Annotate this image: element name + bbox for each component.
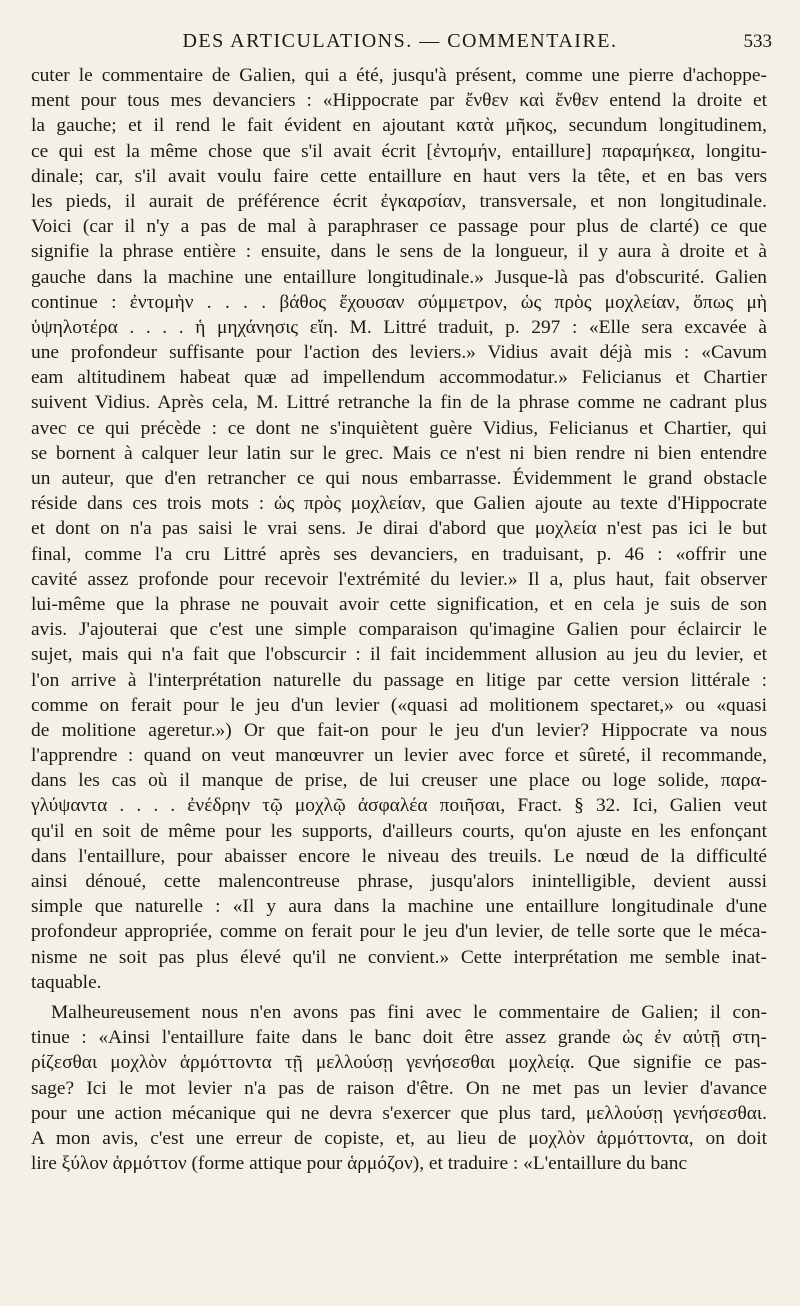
text-line: avec ce qui précède : ce dont ne s'inquiètent guère Vidius, Felicianus et Chartier, qui bbox=[31, 417, 767, 439]
text-line: pour une action mécanique qui ne devra s'exercer que plus tard, μελλούσῃ γενήσεσθαι. bbox=[31, 1102, 767, 1124]
text-line: la gauche; et il rend le fait évident en ajoutant κατὰ μῆκος, secundum longitudinem, bbox=[31, 115, 767, 137]
text-line: les pieds, il aurait de préférence écrit ἐγκαρσίαν, transversale, et non longitudinale. bbox=[31, 190, 767, 212]
text-line: de molitione ageretur.») Or que fait-on pour le jeu d'un levier? Hippocrate va nous bbox=[31, 719, 767, 741]
text-line: final, comme l'a cru Littré après ses devanciers, en traduisant, p. 46 : «offrir une bbox=[31, 543, 767, 565]
text-line: dans les cas où il manque de prise, de lui creuser une place ou loge solide, παρα- bbox=[31, 770, 767, 792]
text-line: une profondeur suffisante pour l'action des leviers.» Vidius avait déjà mis : «Cavum bbox=[31, 342, 767, 364]
paragraph bbox=[31, 1000, 767, 1176]
text-line: dinale; car, s'il avait voulu faire cette entaillure en haut vers la tête, et en bas vers bbox=[31, 165, 767, 187]
text-line: dans l'entaillure, pour abaisser encore le niveau des treuils. Le nœud de la difficulté bbox=[31, 845, 767, 867]
text-line: taquable. bbox=[31, 971, 102, 993]
text-line: Malheureusement nous n'en avons pas fini avec le commentaire de Galien; il con- bbox=[51, 1001, 767, 1023]
text-line: lui-même que la phrase ne pouvait avoir cette signification, et en cela je suis de son bbox=[31, 593, 767, 615]
text-line: signifie la phrase entière : ensuite, dans le sens de la longueur, il y aura à droite et à bbox=[31, 241, 767, 263]
text-line: eam altitudinem habeat quæ ad impellendum accommodatur.» Felicianus et Chartier bbox=[31, 367, 767, 389]
text-line: se bornent à calquer leur latin sur le grec. Mais ce n'est ni bien rendre ni bien entendre bbox=[31, 442, 767, 464]
text-line: qu'il en soit de même pour les supports, d'ailleurs courts, qu'on ajuste en les enfonçant bbox=[31, 820, 767, 842]
text-line: profondeur appropriée, comme on ferait pour le jeu d'un levier, de telle sorte que le méca- bbox=[31, 921, 767, 943]
running-title: DES ARTICULATIONS. — COMMENTAIRE. bbox=[182, 30, 618, 52]
text-line: l'apprendre : quand on veut manœuvrer un levier avec force et sûreté, il recommande, bbox=[31, 745, 767, 767]
text-line: nisme ne soit pas plus élevé qu'il ne convient.» Cette interprétation me semble inat- bbox=[31, 946, 767, 968]
text-line: ce qui est la même chose que s'il avait écrit [ἐντομήν, entaillure] παραμήκεα, longitu- bbox=[31, 140, 767, 162]
text-line: un auteur, que d'en retrancher ce qui nous embarrasse. Évidemment le grand obstacle bbox=[31, 468, 767, 489]
text-line: avis. J'ajouterai que c'est une simple comparaison qu'imagine Galien pour éclaircir le bbox=[31, 619, 767, 641]
text-line: comme on ferait pour le jeu d'un levier («quasi ad molitionem spectaret,» ou «quasi bbox=[31, 694, 767, 716]
text-line: continue : ἐντομὴν . . . . βάθος ἔχουσαν σύμμετρον, ὡς πρὸς μοχλείαν, ὅπως μὴ bbox=[31, 291, 767, 313]
text-line: sujet, mais qui n'a fait que l'obscurcir : il fait incidemment allusion au jeu du levier, et bbox=[31, 644, 767, 666]
body-text bbox=[31, 63, 767, 1176]
text-line: sage? Ici le mot levier n'a pas de raison d'être. On ne met pas un levier d'avance bbox=[31, 1077, 767, 1099]
text-line: cavité assez profonde pour recevoir l'extrémité du levier.» Il a, plus haut, fait observer bbox=[31, 568, 767, 590]
text-line: et dont on n'a pas saisi le vrai sens. Je dirai d'abord que μοχλεία n'est pas ici le but bbox=[31, 518, 767, 540]
text-line: Voici (car il n'y a pas de mal à paraphraser ce passage pour plus de clarté) ce que bbox=[31, 216, 767, 238]
text-line: A mon avis, c'est une erreur de copiste, et, au lieu de μοχλὸν ἁρμόττοντα, on doit bbox=[31, 1127, 767, 1149]
text-line: simple que naturelle : «Il y aura dans la machine une entaillure longitudinale d'une bbox=[31, 896, 767, 918]
page-header bbox=[28, 30, 772, 56]
text-line: suivent Vidius. Après cela, M. Littré retranche la fin de la phrase comme ne cadrant plus bbox=[31, 392, 767, 414]
text-line: l'on arrive à l'interprétation naturelle du passage en litige par cette version littérale : bbox=[31, 669, 767, 691]
page-number: 533 bbox=[743, 31, 772, 52]
text-line: ὑψηλοτέρα . . . . ἡ μηχάνησις εἴη. M. Littré traduit, p. 297 : «Elle sera excavée à bbox=[31, 316, 767, 338]
text-line: γλύψαντα . . . . ἐνέδρην τῷ μοχλῷ ἀσφαλέα ποιῆσαι, Fract. § 32. Ici, Galien veut bbox=[31, 795, 767, 817]
text-line: ρίζεσθαι μοχλὸν ἁρμόττοντα τῇ μελλούσῃ γενήσεσθαι μοχλείᾳ. Que signifie ce pas- bbox=[31, 1052, 767, 1074]
text-line: gauche dans la machine une entaillure longitudinale.» Jusque-là pas d'obscurité. Galien bbox=[31, 266, 767, 288]
text-line: cuter le commentaire de Galien, qui a été, jusqu'à présent, comme une pierre d'achoppe- bbox=[31, 65, 767, 86]
text-line: ainsi dénoué, cette malencontreuse phrase, jusqu'alors inintelligible, devient aussi bbox=[31, 871, 767, 892]
text-line: tinue : «Ainsi l'entaillure faite dans le banc doit être assez grande ὡς ἐν αὐτῇ στη- bbox=[31, 1027, 767, 1049]
paragraph bbox=[31, 63, 767, 995]
text-line: ment pour tous mes devanciers : «Hippocrate par ἔνθεν καὶ ἔνθεν entend la droite et bbox=[31, 90, 767, 112]
text-line: réside dans ces trois mots : ὡς πρὸς μοχλείαν, que Galien ajoute au texte d'Hippocrate bbox=[31, 493, 767, 515]
text-line: lire ξύλον ἁρμόττον (forme attique pour ἁρμόζον), et traduire : «L'entaillure du banc bbox=[31, 1153, 688, 1175]
